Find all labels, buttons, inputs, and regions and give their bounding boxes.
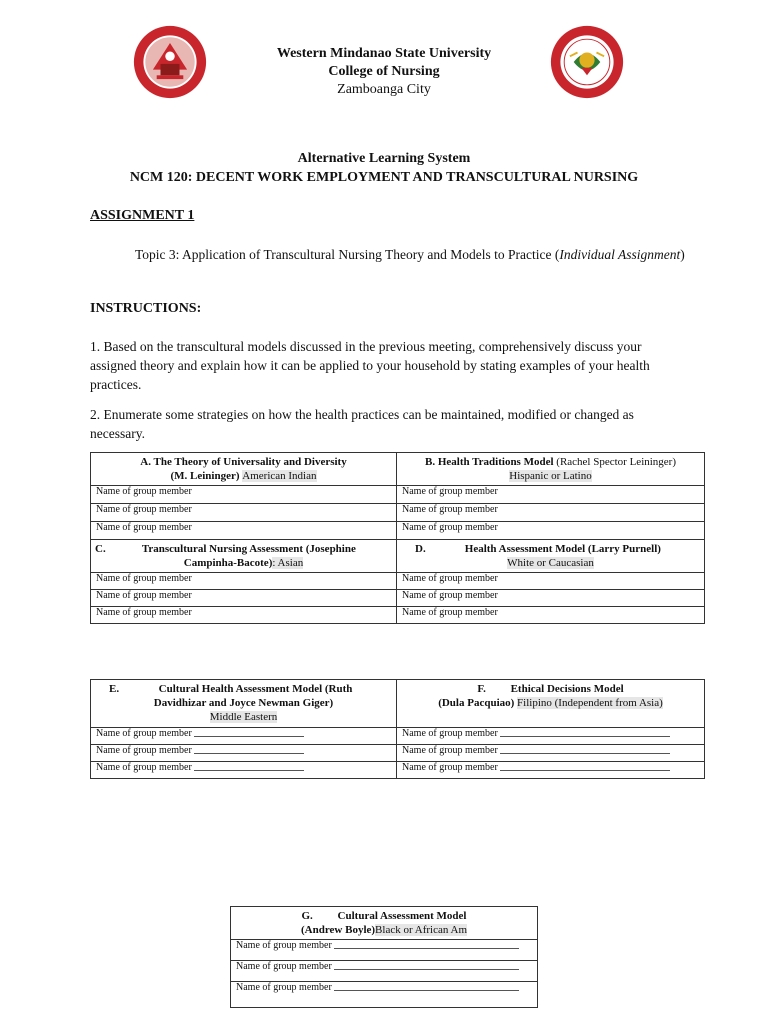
member-cell[interactable]: [231, 961, 538, 982]
model-e-group: Middle Eastern: [209, 711, 278, 723]
college-name: College of Nursing: [328, 64, 440, 79]
model-c-title: Transcultural Nursing Assessment (Josephine: [141, 543, 356, 555]
member-cell[interactable]: [91, 607, 397, 624]
member-cell[interactable]: [397, 762, 705, 779]
model-b-header: [397, 453, 705, 486]
member-cell[interactable]: [397, 590, 705, 607]
city-name: Zamboanga City: [337, 82, 431, 97]
member-cell[interactable]: [91, 522, 397, 540]
models-table-2: [90, 679, 705, 779]
member-label: Name of group member: [402, 762, 498, 773]
member-label: Name of group member: [96, 486, 192, 497]
member-label: Name of group member: [96, 504, 192, 515]
topic-text: [135, 245, 695, 264]
model-b-group: Hispanic or Latino: [509, 470, 592, 482]
model-c-group: : Asian: [272, 557, 304, 569]
model-f-header: [397, 680, 705, 728]
member-cell[interactable]: [231, 940, 538, 961]
member-cell[interactable]: [397, 745, 705, 762]
member-cell[interactable]: [91, 504, 397, 522]
model-d-author: (Larry Purnell): [587, 543, 661, 555]
model-e-header: [91, 680, 397, 728]
fill-line: [334, 982, 519, 991]
member-label: Name of group member: [96, 607, 192, 618]
member-label: Name of group member: [236, 961, 332, 972]
model-c-header: [91, 540, 397, 573]
topic-italic: Individual Assignment: [559, 247, 681, 262]
member-label: Name of group member: [402, 486, 498, 497]
instruction-1: 1. Based on the transcultural models discussed in the previous meeting, comprehensively discuss your assigned theory and explain how it can be applied to your household by stating examples of your health practices.: [90, 339, 650, 392]
course-title: NCM 120: DECENT WORK EMPLOYMENT AND TRANSCULTURAL NURSING: [129, 170, 639, 185]
fill-line: [194, 745, 304, 754]
member-label: Name of group member: [96, 762, 192, 773]
member-cell[interactable]: [91, 486, 397, 504]
university-name: Western Mindanao State University: [276, 46, 492, 61]
fill-line: [334, 940, 519, 949]
fill-line: [500, 728, 670, 737]
member-cell[interactable]: [397, 573, 705, 590]
member-label: Name of group member: [402, 504, 498, 515]
model-d-letter: D.: [415, 543, 426, 555]
member-label: Name of group member: [402, 607, 498, 618]
model-g-letter: G.: [301, 910, 313, 922]
member-cell[interactable]: [231, 982, 538, 1008]
assignment-title: ASSIGNMENT 1: [90, 208, 195, 223]
models-table-3: [230, 906, 538, 1008]
instruction-2: 2. Enumerate some strategies on how the health practices can be maintained, modified or changed as necessary.: [90, 407, 634, 441]
model-g-title: Cultural Assessment Model: [337, 910, 467, 922]
model-a-header: [91, 453, 397, 486]
model-e-letter: E.: [109, 683, 120, 695]
topic-label: Topic 3: Application of Transcultural Nursing Theory and Models to Practice (: [135, 247, 560, 262]
model-c-letter: C.: [95, 543, 106, 555]
model-d-group: White or Caucasian: [507, 557, 594, 569]
member-label: Name of group member: [236, 940, 332, 951]
member-cell[interactable]: [397, 504, 705, 522]
model-g-group: Black or African Am: [375, 924, 467, 936]
model-d-title: Health Assessment Model: [464, 543, 586, 555]
member-cell[interactable]: [91, 573, 397, 590]
model-a-author: (M. Leininger): [170, 470, 240, 482]
member-label: Name of group member: [96, 745, 192, 756]
model-f-group: Filipino (Independent from Asia): [517, 697, 663, 709]
model-e-author: Davidhizar and Joyce Newman Giger): [153, 697, 334, 709]
member-cell[interactable]: [397, 522, 705, 540]
model-g-author: (Andrew Boyle): [301, 924, 376, 936]
member-label: Name of group member: [96, 590, 192, 601]
model-d-header: [397, 540, 705, 573]
member-label: Name of group member: [96, 522, 192, 533]
member-label: Name of group member: [402, 590, 498, 601]
model-g-header: [231, 907, 538, 940]
member-label: Name of group member: [96, 728, 192, 739]
fill-line: [194, 728, 304, 737]
fill-line: [500, 762, 670, 771]
model-f-title: Ethical Decisions Model: [510, 683, 624, 695]
member-label: Name of group member: [236, 982, 332, 993]
model-f-letter: F.: [477, 683, 486, 695]
member-cell[interactable]: [91, 745, 397, 762]
member-label: Name of group member: [96, 573, 192, 584]
member-label: Name of group member: [402, 745, 498, 756]
fill-line: [194, 762, 304, 771]
member-cell[interactable]: [397, 728, 705, 745]
member-label: Name of group member: [402, 573, 498, 584]
model-f-author: (Dula Pacquiao): [438, 697, 515, 709]
fill-line: [334, 961, 519, 970]
topic-close: ): [680, 247, 685, 262]
instructions-title: INSTRUCTIONS:: [90, 301, 202, 316]
models-table-1: [90, 452, 705, 624]
member-label: Name of group member: [402, 522, 498, 533]
member-cell[interactable]: [91, 728, 397, 745]
fill-line: [500, 745, 670, 754]
model-e-title: Cultural Health Assessment Model (Ruth: [158, 683, 353, 695]
model-a-title: A. The Theory of Universality and Diversity: [140, 456, 347, 468]
model-b-author: (Rachel Spector Leininger): [556, 456, 677, 468]
program-title: Alternative Learning System: [297, 151, 471, 166]
member-cell[interactable]: [397, 486, 705, 504]
member-label: Name of group member: [402, 728, 498, 739]
model-b-title: B. Health Traditions Model: [424, 456, 554, 468]
model-a-group: American Indian: [242, 470, 317, 482]
member-cell[interactable]: [91, 762, 397, 779]
model-c-author: Campinha-Bacote): [183, 557, 273, 569]
member-cell[interactable]: [91, 590, 397, 607]
member-cell[interactable]: [397, 607, 705, 624]
